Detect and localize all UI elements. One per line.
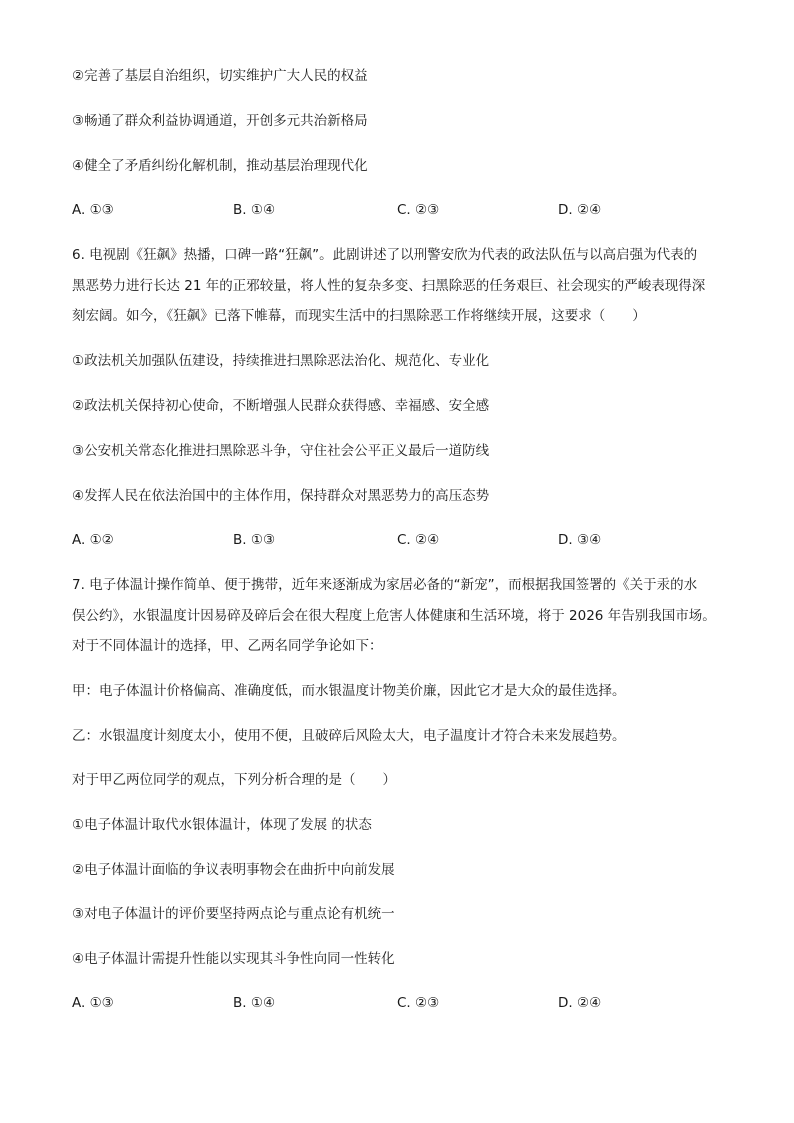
q6-item-2: ②政法机关保持初心使命，不断增强人民群众获得感、幸福感、安全感 xyxy=(72,398,490,414)
q7-option-c: C. ②③ xyxy=(397,995,440,1011)
q6-option-b: B. ①③ xyxy=(233,532,276,548)
q7-item-1: ①电子体温计取代水银体温计，体现了发展 的状态 xyxy=(72,817,372,833)
q7-view-jia: 甲：电子体温计价格偏高、准确度低，而水银温度计物美价廉，因此它才是大众的最佳选择。 xyxy=(72,683,626,699)
q5-options xyxy=(72,200,732,220)
q5-item-4: ④健全了矛盾纠纷化解机制，推动基层治理现代化 xyxy=(72,158,368,174)
q6-option-a: A. ①② xyxy=(72,532,114,548)
q6-option-c: C. ②④ xyxy=(397,532,440,548)
q7-stem-line-1: 7. 电子体温计操作简单、便于携带，近年来逐渐成为家居必备的“新宠”，而根据我国签署的《关于汞的水 xyxy=(72,577,698,593)
q5-option-c: C. ②③ xyxy=(397,202,440,218)
q7-item-2: ②电子体温计面临的争议表明事物会在曲折中向前发展 xyxy=(72,862,395,878)
q5-option-d: D. ②④ xyxy=(558,202,602,218)
q6-stem-line-3: 刻宏阔。如今，《狂飙》已落下帷幕，而现实生活中的扫黑除恶工作将继续开展，这要求（ ） xyxy=(72,308,646,324)
q5-option-a: A. ①③ xyxy=(72,202,114,218)
q5-item-3: ③畅通了群众利益协调通道，开创多元共治新格局 xyxy=(72,113,368,129)
q6-stem-line-1: 6. 电视剧《狂飙》热播，口碑一路“狂飙”。此剧讲述了以刑警安欣为代表的政法队伍与以高启强为代表的 xyxy=(72,247,698,263)
q7-options xyxy=(72,993,732,1013)
q7-option-a: A. ①③ xyxy=(72,995,114,1011)
q7-option-d: D. ②④ xyxy=(558,995,602,1011)
q6-options xyxy=(72,530,732,550)
q6-stem-line-2: 黑恶势力进行长达 21 年的正邪较量，将人性的复杂多变、扫黑除恶的任务艰巨、社会现实的严峻表现得深 xyxy=(72,278,706,294)
q6-item-1: ①政法机关加强队伍建设，持续推进扫黑除恶法治化、规范化、专业化 xyxy=(72,353,490,369)
q7-stem-line-2: 俣公约》，水银温度计因易碎及碎后会在很大程度上危害人体健康和生活环境，将于 2026 年告别我国市场。 xyxy=(72,608,716,624)
q7-option-b: B. ①④ xyxy=(233,995,276,1011)
q5-item-2: ②完善了基层自治组织，切实维护广大人民的权益 xyxy=(72,68,368,84)
q6-option-d: D. ③④ xyxy=(558,532,602,548)
q6-item-4: ④发挥人民在依法治国中的主体作用，保持群众对黑恶势力的高压态势 xyxy=(72,488,490,504)
q6-item-3: ③公安机关常态化推进扫黑除恶斗争，守住社会公平正义最后一道防线 xyxy=(72,443,490,459)
q7-view-yi: 乙：水银温度计刻度太小，使用不便，且破碎后风险太大，电子温度计才符合未来发展趋势。 xyxy=(72,728,626,744)
q7-item-3: ③对电子体温计的评价要坚持两点论与重点论有机统一 xyxy=(72,906,395,922)
q7-question: 对于甲乙两位同学的观点，下列分析合理的是（ ） xyxy=(72,772,396,788)
q5-option-b: B. ①④ xyxy=(233,202,276,218)
q7-stem-line-3: 对于不同体温计的选择，甲、乙两名同学争论如下： xyxy=(72,638,383,654)
q7-item-4: ④电子体温计需提升性能以实现其斗争性向同一性转化 xyxy=(72,951,395,967)
